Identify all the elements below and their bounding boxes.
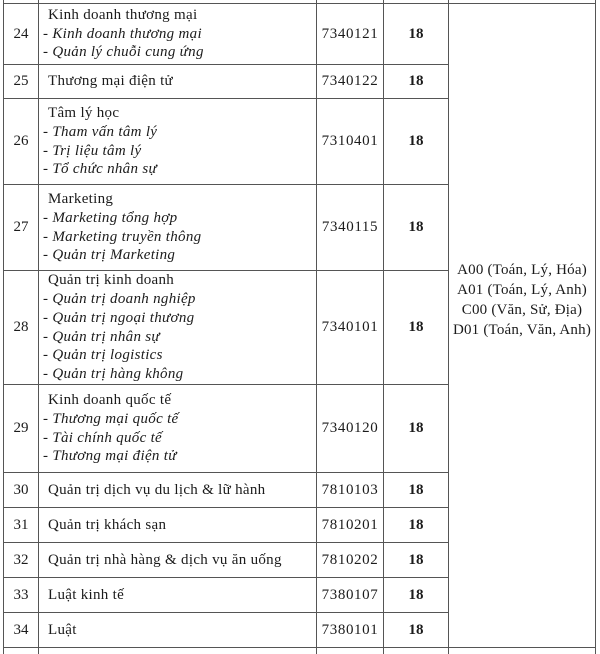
program-title: Thương mại điện tử bbox=[48, 73, 173, 90]
program-title: Luật kinh tế bbox=[48, 586, 125, 603]
subject-combinations-cell bbox=[449, 4, 596, 648]
row-number-cell: 33 bbox=[4, 578, 39, 613]
row-number-cell: 31 bbox=[4, 508, 39, 543]
program-title: Quản trị khách sạn bbox=[48, 516, 167, 533]
benchmark-score-cell: 18 bbox=[384, 543, 449, 578]
row-number-cell: 30 bbox=[4, 473, 39, 508]
subject-combination-line: A00 (Toán, Lý, Hóa) bbox=[457, 262, 587, 278]
subject-combination-line: D01 (Toán, Văn, Anh) bbox=[452, 322, 592, 338]
benchmark-score-cell: 18 bbox=[384, 99, 449, 185]
program-code-cell: 7340121 bbox=[317, 4, 384, 65]
program-title: Marketing bbox=[48, 190, 114, 207]
row-number-cell: 24 bbox=[4, 4, 39, 65]
program-subitem: - Quản lý chuỗi cung ứng bbox=[43, 44, 204, 61]
table-bottom-cut-cell bbox=[384, 648, 449, 654]
program-subitem: - Thương mại quốc tế bbox=[43, 410, 179, 427]
program-title: Quản trị kinh doanh bbox=[48, 272, 175, 289]
program-code-cell: 7380107 bbox=[317, 578, 384, 613]
benchmark-score-cell: 18 bbox=[384, 271, 449, 385]
program-code-cell: 7340122 bbox=[317, 65, 384, 99]
program-code-cell: 7340115 bbox=[317, 185, 384, 271]
program-subitem: - Quản trị Marketing bbox=[43, 247, 176, 264]
program-subitem: - Tài chính quốc tế bbox=[43, 429, 163, 446]
program-subitem: - Quản trị logistics bbox=[43, 347, 163, 364]
program-code-cell: 7380101 bbox=[317, 613, 384, 648]
benchmark-score-cell: 18 bbox=[384, 508, 449, 543]
program-title: Luật bbox=[48, 621, 77, 638]
table-bottom-cut-cell bbox=[449, 648, 596, 654]
table-bottom-cut-cell bbox=[4, 648, 39, 654]
row-number-cell: 34 bbox=[4, 613, 39, 648]
row-number-cell: 32 bbox=[4, 543, 39, 578]
table-bottom-cut-cell bbox=[39, 648, 317, 654]
program-subitem: - Marketing truyền thông bbox=[43, 228, 202, 245]
program-cell bbox=[39, 385, 317, 473]
subject-combination-line: C00 (Văn, Sử, Địa) bbox=[461, 302, 583, 318]
benchmark-score-cell: 18 bbox=[384, 65, 449, 99]
benchmark-score-cell: 18 bbox=[384, 385, 449, 473]
row-number-cell: 29 bbox=[4, 385, 39, 473]
program-cell bbox=[39, 185, 317, 271]
benchmark-score-cell: 18 bbox=[384, 578, 449, 613]
program-title: Kinh doanh thương mại bbox=[48, 6, 198, 23]
program-subitem: - Marketing tổng hợp bbox=[43, 209, 178, 226]
program-title: Kinh doanh quốc tế bbox=[48, 391, 172, 408]
row-number-cell: 25 bbox=[4, 65, 39, 99]
program-cell bbox=[39, 578, 317, 613]
program-subitem: - Trị liệu tâm lý bbox=[43, 142, 142, 159]
program-subitem: - Tổ chức nhân sự bbox=[43, 161, 157, 178]
benchmark-score-cell: 18 bbox=[384, 473, 449, 508]
program-subitem: - Kinh doanh thương mại bbox=[43, 25, 202, 42]
program-subitem: - Tham vấn tâm lý bbox=[43, 123, 158, 140]
program-cell bbox=[39, 508, 317, 543]
benchmark-score-cell: 18 bbox=[384, 4, 449, 65]
row-number-cell: 27 bbox=[4, 185, 39, 271]
program-subitem: - Thương mại điện tử bbox=[43, 448, 177, 465]
program-subitem: - Quản trị nhân sự bbox=[43, 328, 160, 345]
program-title: Tâm lý học bbox=[48, 104, 120, 121]
program-cell bbox=[39, 99, 317, 185]
admissions-table bbox=[3, 0, 596, 654]
benchmark-score-cell: 18 bbox=[384, 613, 449, 648]
row-number-cell: 26 bbox=[4, 99, 39, 185]
program-code-cell: 7810103 bbox=[317, 473, 384, 508]
program-code-cell: 7310401 bbox=[317, 99, 384, 185]
subject-combination-line: A01 (Toán, Lý, Anh) bbox=[457, 282, 587, 298]
program-code-cell: 7810201 bbox=[317, 508, 384, 543]
program-cell bbox=[39, 543, 317, 578]
row-number-cell: 28 bbox=[4, 271, 39, 385]
program-cell bbox=[39, 473, 317, 508]
program-cell bbox=[39, 271, 317, 385]
program-title: Quản trị dịch vụ du lịch & lữ hành bbox=[48, 481, 266, 498]
program-subitem: - Quản trị doanh nghiệp bbox=[43, 290, 196, 307]
table-bottom-cut-cell bbox=[317, 648, 384, 654]
program-code-cell: 7810202 bbox=[317, 543, 384, 578]
program-code-cell: 7340101 bbox=[317, 271, 384, 385]
program-cell bbox=[39, 613, 317, 648]
program-subitem: - Quản trị hàng không bbox=[43, 366, 184, 383]
program-subitem: - Quản trị ngoại thương bbox=[43, 309, 195, 326]
program-title: Quản trị nhà hàng & dịch vụ ăn uống bbox=[48, 551, 282, 568]
program-code-cell: 7340120 bbox=[317, 385, 384, 473]
program-cell bbox=[39, 65, 317, 99]
benchmark-score-cell: 18 bbox=[384, 185, 449, 271]
program-cell bbox=[39, 4, 317, 65]
